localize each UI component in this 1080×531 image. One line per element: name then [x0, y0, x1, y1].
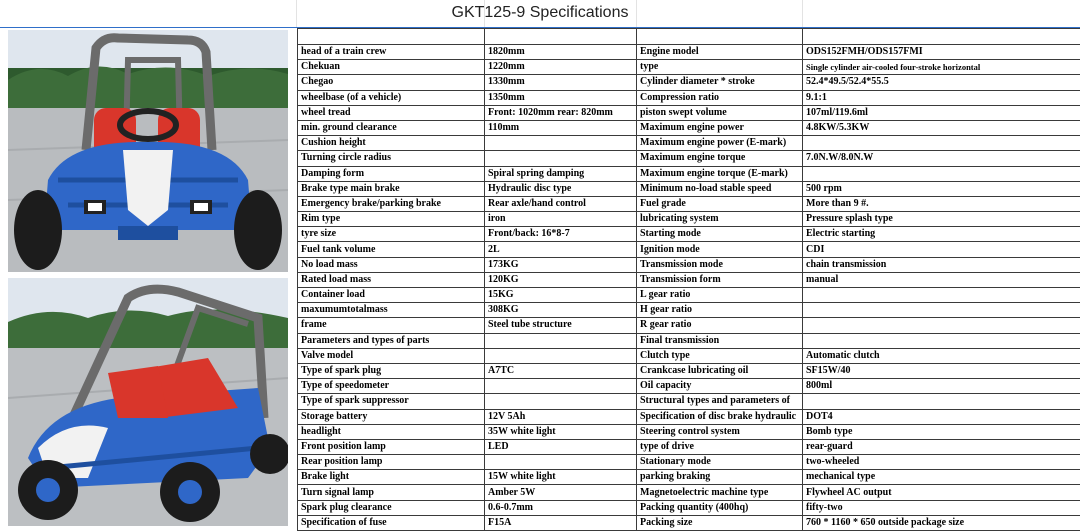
spec-value: chain transmission: [803, 257, 1080, 272]
spec-value: manual: [803, 272, 1080, 287]
sheet-title: GKT125-9 Specifications: [0, 4, 1080, 22]
spec-label: Turn signal lamp: [298, 485, 485, 500]
spec-value: Spiral spring damping: [485, 166, 637, 181]
spec-label: Clutch type: [637, 348, 803, 363]
spec-row: [298, 500, 1080, 515]
spec-value: ODS152FMH/ODS157FMI: [803, 45, 1080, 60]
spec-value: 107ml/119.6ml: [803, 105, 1080, 120]
spec-row: [298, 45, 1080, 60]
spec-value: mechanical type: [803, 470, 1080, 485]
spec-row: [298, 348, 1080, 363]
spec-label: Type of spark plug: [298, 363, 485, 378]
spec-value: 1220mm: [485, 60, 637, 75]
spec-value: 173KG: [485, 257, 637, 272]
spec-value: 1820mm: [485, 45, 637, 60]
spec-value: two-wheeled: [803, 455, 1080, 470]
spec-label: Ignition mode: [637, 242, 803, 257]
spec-row: [298, 424, 1080, 439]
spec-row: [298, 166, 1080, 181]
spec-value: 15W white light: [485, 470, 637, 485]
spec-row: [298, 90, 1080, 105]
spec-value: rear-guard: [803, 439, 1080, 454]
spec-label: Damping form: [298, 166, 485, 181]
spec-value: Steel tube structure: [485, 318, 637, 333]
spec-table-body: [298, 45, 1080, 531]
spec-value: Automatic clutch: [803, 348, 1080, 363]
spec-value: LED: [485, 439, 637, 454]
spec-label: wheel tread: [298, 105, 485, 120]
spec-value: 12V 5Ah: [485, 409, 637, 424]
spec-label: Transmission form: [637, 272, 803, 287]
spec-row: [298, 151, 1080, 166]
spec-row: [298, 470, 1080, 485]
spec-row: [298, 409, 1080, 424]
spec-row: [298, 136, 1080, 151]
spec-label: type: [637, 60, 803, 75]
spec-label: Rated load mass: [298, 272, 485, 287]
spec-label: Minimum no-load stable speed: [637, 181, 803, 196]
spec-label: Structural types and parameters of: [637, 394, 803, 409]
spec-value: iron: [485, 212, 637, 227]
spec-label: parking braking: [637, 470, 803, 485]
spec-value: 1350mm: [485, 90, 637, 105]
spec-label: Engine model: [637, 45, 803, 60]
spec-value: [803, 303, 1080, 318]
spec-value: Rear axle/hand control: [485, 196, 637, 211]
spec-row: [298, 303, 1080, 318]
spec-value: Amber 5W: [485, 485, 637, 500]
spec-label: L gear ratio: [637, 288, 803, 303]
spec-value: [803, 318, 1080, 333]
spec-value: [485, 394, 637, 409]
spec-label: Maximum engine torque (E-mark): [637, 166, 803, 181]
spec-label: headlight: [298, 424, 485, 439]
spec-label: min. ground clearance: [298, 120, 485, 135]
spec-value: Front/back: 16*8-7: [485, 227, 637, 242]
spec-value: 760 * 1160 * 650 outside package size: [803, 515, 1080, 530]
spec-value: [485, 379, 637, 394]
spec-value: 0.6-0.7mm: [485, 500, 637, 515]
spec-value: 110mm: [485, 120, 637, 135]
spec-value: Electric starting: [803, 227, 1080, 242]
spec-label: Cylinder diameter * stroke: [637, 75, 803, 90]
spec-value: [803, 394, 1080, 409]
spec-label: Maximum engine torque: [637, 151, 803, 166]
spec-value: 308KG: [485, 303, 637, 318]
spec-label: R gear ratio: [637, 318, 803, 333]
spec-value: More than 9 #.: [803, 196, 1080, 211]
header-blank-row: [297, 28, 1080, 45]
spec-row: [298, 227, 1080, 242]
spec-label: Specification of disc brake hydraulic: [637, 409, 803, 424]
spec-value: CDI: [803, 242, 1080, 257]
spec-label: Type of spark suppressor: [298, 394, 485, 409]
go-kart-side-photo: [8, 278, 288, 526]
spec-label: head of a train crew: [298, 45, 485, 60]
spec-label: Packing size: [637, 515, 803, 530]
spec-label: Starting mode: [637, 227, 803, 242]
spec-value: 9.1:1: [803, 90, 1080, 105]
spec-row: [298, 272, 1080, 287]
spec-label: tyre size: [298, 227, 485, 242]
spec-row: [298, 439, 1080, 454]
spec-row: [298, 257, 1080, 272]
spec-row: [298, 485, 1080, 500]
spec-row: [298, 318, 1080, 333]
spec-value: 35W white light: [485, 424, 637, 439]
spec-label: Storage battery: [298, 409, 485, 424]
spec-label: Maximum engine power: [637, 120, 803, 135]
spec-row: [298, 105, 1080, 120]
spec-row: [298, 379, 1080, 394]
spec-value: Flywheel AC output: [803, 485, 1080, 500]
spec-value: F15A: [485, 515, 637, 530]
spec-value: 120KG: [485, 272, 637, 287]
spec-value: 2L: [485, 242, 637, 257]
spec-label: Type of speedometer: [298, 379, 485, 394]
spec-label: Final transmission: [637, 333, 803, 348]
photo-panel: [0, 28, 298, 530]
spec-label: piston swept volume: [637, 105, 803, 120]
spec-label: Packing quantity (400hq): [637, 500, 803, 515]
spec-label: frame: [298, 318, 485, 333]
spec-value: [485, 333, 637, 348]
spec-label: Cushion height: [298, 136, 485, 151]
spec-row: [298, 181, 1080, 196]
spec-row: [298, 455, 1080, 470]
spec-row: [298, 196, 1080, 211]
spec-label: Specification of fuse: [298, 515, 485, 530]
spec-value: [485, 136, 637, 151]
spec-row: [298, 515, 1080, 530]
spec-label: lubricating system: [637, 212, 803, 227]
spec-row: [298, 75, 1080, 90]
spec-row: [298, 394, 1080, 409]
spec-label: Maximum engine power (E-mark): [637, 136, 803, 151]
spec-value: 1330mm: [485, 75, 637, 90]
grid-line: [636, 28, 637, 44]
spec-label: type of drive: [637, 439, 803, 454]
spec-row: [298, 288, 1080, 303]
spec-label: Brake type main brake: [298, 181, 485, 196]
spec-value: [803, 333, 1080, 348]
grid-line: [802, 28, 803, 44]
spec-label: Front position lamp: [298, 439, 485, 454]
spec-label: Oil capacity: [637, 379, 803, 394]
spec-value: Bomb type: [803, 424, 1080, 439]
spec-value: DOT4: [803, 409, 1080, 424]
title-bar: [0, 0, 1080, 29]
spec-label: Magnetoelectric machine type: [637, 485, 803, 500]
spec-value: fifty-two: [803, 500, 1080, 515]
spec-value: Pressure splash type: [803, 212, 1080, 227]
spec-row: [298, 212, 1080, 227]
spec-label: Steering control system: [637, 424, 803, 439]
spec-label: Crankcase lubricating oil: [637, 363, 803, 378]
spec-label: Emergency brake/parking brake: [298, 196, 485, 211]
spec-value: [803, 166, 1080, 181]
spec-label: Compression ratio: [637, 90, 803, 105]
spec-value: [485, 455, 637, 470]
spec-label: Turning circle radius: [298, 151, 485, 166]
spec-table: [297, 44, 1080, 531]
go-kart-front-photo: [8, 30, 288, 272]
spec-value: 52.4*49.5/52.4*55.5: [803, 75, 1080, 90]
spec-row: [298, 120, 1080, 135]
spec-label: Parameters and types of parts: [298, 333, 485, 348]
spec-label: Stationary mode: [637, 455, 803, 470]
spec-label: wheelbase (of a vehicle): [298, 90, 485, 105]
spec-label: Rear position lamp: [298, 455, 485, 470]
spec-label: Chekuan: [298, 60, 485, 75]
spec-value: Single cylinder air-cooled four-stroke horizontal: [803, 60, 1080, 75]
spec-value: SF15W/40: [803, 363, 1080, 378]
spec-value: [803, 288, 1080, 303]
spec-value: 500 rpm: [803, 181, 1080, 196]
spec-label: H gear ratio: [637, 303, 803, 318]
spec-value: [803, 136, 1080, 151]
grid-line: [297, 28, 298, 44]
spec-value: 15KG: [485, 288, 637, 303]
spec-label: Valve model: [298, 348, 485, 363]
spec-value: 800ml: [803, 379, 1080, 394]
spec-label: Fuel tank volume: [298, 242, 485, 257]
spec-label: Container load: [298, 288, 485, 303]
spec-value: Front: 1020mm rear: 820mm: [485, 105, 637, 120]
spec-label: Fuel grade: [637, 196, 803, 211]
spec-value: [485, 348, 637, 363]
spec-label: Transmission mode: [637, 257, 803, 272]
spec-value: 4.8KW/5.3KW: [803, 120, 1080, 135]
spec-row: [298, 242, 1080, 257]
spec-row: [298, 363, 1080, 378]
spec-label: Brake light: [298, 470, 485, 485]
spec-value: A7TC: [485, 363, 637, 378]
spec-value: 7.0N.W/8.0N.W: [803, 151, 1080, 166]
spec-label: maxumumtotalmass: [298, 303, 485, 318]
spec-label: No load mass: [298, 257, 485, 272]
spec-value: [485, 151, 637, 166]
spec-label: Rim type: [298, 212, 485, 227]
spec-row: [298, 60, 1080, 75]
spec-label: Spark plug clearance: [298, 500, 485, 515]
grid-line: [484, 28, 485, 44]
spec-value: Hydraulic disc type: [485, 181, 637, 196]
spec-label: Chegao: [298, 75, 485, 90]
spec-row: [298, 333, 1080, 348]
